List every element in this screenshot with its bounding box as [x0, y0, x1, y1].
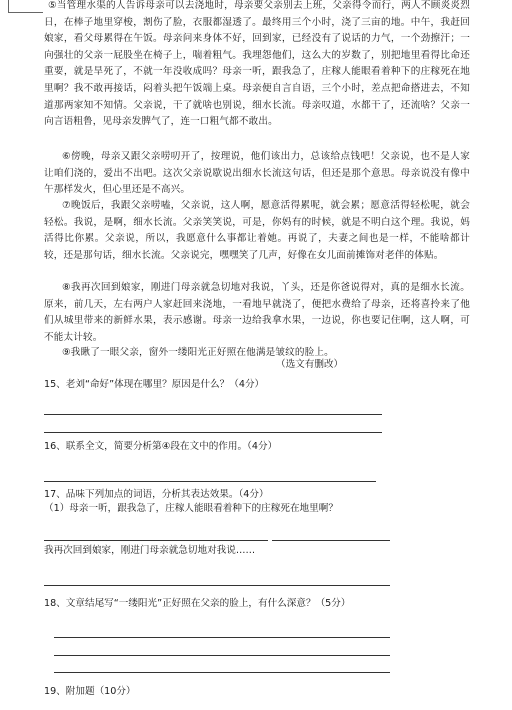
answer-line-18b[interactable]: [54, 655, 390, 656]
passage-paragraph-9: ⑨我瞅了一眼父亲，窗外一缕阳光正好照在他满是皱纹的脸上。: [62, 347, 334, 358]
answer-line-16[interactable]: [44, 481, 376, 482]
answer-line-18a[interactable]: [54, 637, 390, 638]
answer-line-15a[interactable]: [44, 414, 382, 415]
margin-corner-line: [8, 0, 43, 13]
answer-line-17-1a[interactable]: [44, 540, 268, 541]
answer-line-17-1b[interactable]: [272, 540, 390, 541]
answer-line-15b[interactable]: [44, 432, 382, 433]
question-17-item-2: 我再次回到娘家，刚进门母亲就急切地对我说……: [44, 545, 256, 556]
passage-paragraph-5: ⑤当管理水渠的人告诉母亲可以去浇地时，母亲要父亲别去上班，父亲得令而行，两人不顾炎炎烈日，在棒子地里穿梭，割伤了脸，衣服都湿透了。最终用三个小时，浇了三亩的地。中午，我赶回娘家，看父母累得在午饭。母亲问来身体不好，回到家，已经没有了说话的力气，一个劲擦汗；一向强壮的父亲一屁股坐在椅子上，喘着粗气。我埋怨他们，这么大的岁数了，别把地里看得比命还重要，就是旱死了，不就一年没收成吗？母亲一听，跟我急了，庄稼人能眼看着种下的庄稼死在地里啊？我不敢再接话，闷着头把午饭端上桌。母亲便自言自语，三个小时，差点把命搭进去，不知道那两家知不知情。父亲说，干了就啥也别说，细水长流。母亲叹道，水都干了，还流啥？父亲一向言语粗鲁，见母亲发脾气了，连一口粗气都不敢出。: [44, 0, 470, 128]
source-note: （选文有删改）: [276, 359, 344, 370]
question-16: 16、联系全文，简要分析第④段在文中的作用。（4分）: [44, 441, 278, 452]
question-19: 19、附加题（10分）: [44, 686, 136, 697]
passage-paragraph-7: ⑦晚饭后，我跟父亲唠嗑，父亲说，这人啊，愿意活得累呢，就会累；愿意活得轻松呢，就会轻松。我说，是啊，细水长流。父亲笑笑说，可是，你妈有的时候，就是不明白这个理。我说，妈活得比你累。父亲说，所以，我愿意什么事都让着她。再说了，夫妻之间也是一样，不能啥都计较，还是那句话，细水长流。父亲说完，嘿嘿笑了几声，好像在女儿面前摊饰对老伴的体贴。: [44, 200, 470, 261]
answer-line-17-2[interactable]: [44, 585, 390, 586]
passage-paragraph-8: ⑧我再次回到娘家，刚进门母亲就急切地对我说，丫头，还是你爸说得对，真的是细水长流。原来，前几天，左右两户人家赶回来浇地，一看地早就浇了，便把水费给了母亲，还将喜拎来了他们从城里带来的新鲜水果，表示感谢。母亲一边给我拿水果，一边说，你也要记住啊，这人啊，可不能太计较。: [44, 282, 470, 343]
question-17-item-1: （1）母亲一听，跟我急了，庄稼人能眼看着种下的庄稼死在地里啊？: [44, 503, 338, 514]
question-18: 18、文章结尾写“一缕阳光”正好照在父亲的脸上，有什么深意？（5分）: [44, 598, 351, 609]
answer-line-18c[interactable]: [54, 672, 390, 673]
passage-paragraph-6: ⑥傍晚，母亲又跟父亲唠叨开了，按理说，他们该出力，总该给点钱吧！父亲说，也不是人家让咱们浇的，爱出不出吧。这次父亲说歇说出细水长流这句话，但还是那个意思。母亲说没有像中午那样发火，但心里还是不高兴。: [44, 151, 470, 196]
question-17: 17、品味下列加点的词语，分析其表达效果。（4分）: [44, 489, 269, 500]
question-15: 15、老刘“命好”体现在哪里？原因是什么？（4分）: [44, 379, 265, 390]
